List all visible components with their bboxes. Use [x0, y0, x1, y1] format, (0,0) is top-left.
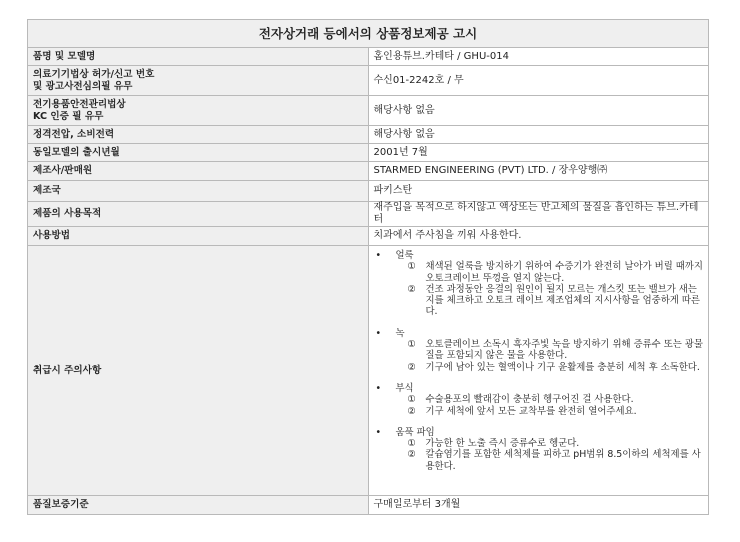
- row-label-kc: [28, 96, 369, 126]
- row-label-warranty: 품질보증기준: [28, 496, 369, 515]
- caution-item: [374, 406, 704, 417]
- table-row: [28, 48, 709, 66]
- section-title-text: 얼룩: [395, 250, 414, 261]
- row-label-purpose: 제품의 사용목적: [28, 202, 369, 227]
- row-label-line: 전기용품안전관리법상: [33, 98, 126, 110]
- table-row: [28, 66, 709, 96]
- caution-section-title: [374, 328, 704, 339]
- item-text: 채색된 얼룩을 방지하기 위하여 수증기가 완전히 날아가 버릴 때까지 오토크레이브 뚜껑을 열지 않는다.: [425, 261, 703, 284]
- row-label-caution: 취급시 주의사항: [28, 246, 369, 496]
- table-row: [28, 126, 709, 144]
- item-text: 기구에 남아 있는 혈액이나 기구 윤활제를 충분히 세척 후 소독한다.: [425, 361, 700, 373]
- row-value-usage: 치과에서 주사침을 끼워 사용한다.: [368, 227, 709, 246]
- caution-content: [368, 246, 709, 496]
- row-label-usage: 사용방법: [28, 227, 369, 246]
- row-label-country: 제조국: [28, 181, 369, 202]
- item-number: ①: [407, 438, 416, 450]
- row-label-line: 의료기기법상 허가/신고 번호: [33, 68, 155, 80]
- row-value-model: 홈인용튜브.카테타 / GHU-014: [368, 48, 709, 66]
- item-number: ②: [407, 361, 416, 373]
- caution-section: [374, 427, 704, 472]
- item-text: 가능한 한 노출 즉시 증류수로 헹군다.: [425, 438, 580, 450]
- item-number: ②: [407, 449, 416, 461]
- bullet-icon: •: [375, 327, 382, 339]
- item-number: ②: [407, 283, 416, 295]
- table-row: [28, 162, 709, 181]
- item-number: ①: [407, 394, 416, 406]
- caution-section: [374, 383, 704, 417]
- row-label-line: KC 인증 필 유무: [33, 110, 104, 122]
- product-info-table: [27, 19, 709, 515]
- bullet-icon: •: [375, 250, 382, 261]
- caution-section-title: [374, 383, 704, 394]
- table-row: [28, 246, 709, 496]
- item-number: ①: [407, 339, 416, 351]
- caution-item: [374, 261, 704, 284]
- item-text: 수술용포의 빨래감이 충분히 헹구어진 걸 사용한다.: [425, 394, 634, 406]
- item-text: 칼슘염기를 포함한 세척제를 피하고 pH범위 8.5이하의 세척제를 사용한다.: [425, 449, 701, 472]
- item-text: 기구 세척에 앞서 모든 교착부를 완전히 열어주세요.: [425, 405, 637, 417]
- row-value-purpose: 재주입을 목적으로 하지않고 액상또는 반고체의 물질을 흡인하는 튜브.카테터: [368, 202, 709, 227]
- table-title: 전자상거래 등에서의 상품정보제공 고시: [28, 20, 709, 48]
- bullet-icon: •: [375, 382, 382, 394]
- row-value-voltage: 해당사항 없음: [368, 126, 709, 144]
- row-value-kc: 해당사항 없음: [368, 96, 709, 126]
- item-number: ①: [407, 261, 416, 273]
- caution-item: [374, 362, 704, 373]
- section-title-text: 부식: [395, 382, 414, 394]
- table-row: [28, 181, 709, 202]
- caution-item: [374, 394, 704, 405]
- item-number: ②: [407, 405, 416, 417]
- item-text: 건조 과정동안 응결의 원인이 될지 모르는 개스킷 또는 밸브가 새는지를 체크하고 오토크 레이브 제조업체의 지시사항을 엄중하게 따른다.: [425, 283, 700, 318]
- row-value-release: 2001년 7월: [368, 144, 709, 162]
- caution-section-title: [374, 427, 704, 438]
- row-label-model: 품명 및 모델명: [28, 48, 369, 66]
- row-value-country: 파키스탄: [368, 181, 709, 202]
- row-value-warranty: 구매일로부터 3개월: [368, 496, 709, 515]
- row-label-line: 및 광고사전심의필 유무: [33, 80, 133, 92]
- caution-item: [374, 449, 704, 472]
- table-row: [28, 202, 709, 227]
- row-label-release: 동일모델의 출시년월: [28, 144, 369, 162]
- row-label-voltage: 정격전압, 소비전력: [28, 126, 369, 144]
- caution-item: [374, 284, 704, 318]
- caution-section: [374, 250, 704, 318]
- caution-section: [374, 328, 704, 373]
- row-label-manufacturer: 제조사/판매원: [28, 162, 369, 181]
- table-row: [28, 227, 709, 246]
- row-value-license: 수신01-2242호 / 무: [368, 66, 709, 96]
- item-text: 오토클레이브 소독시 흑자주빛 녹을 방지하기 위해 증류수 또는 광물질을 포함되지 않은 물을 사용한다.: [425, 339, 703, 362]
- bullet-icon: •: [375, 426, 382, 438]
- table-row: [28, 96, 709, 126]
- section-title-text: 움푹 파임: [395, 426, 435, 438]
- table-row: [28, 496, 709, 515]
- title-row: [28, 20, 709, 48]
- row-value-manufacturer: STARMED ENGINEERING (PVT) LTD. / 장우양행㈜: [368, 162, 709, 181]
- table-row: [28, 144, 709, 162]
- product-info-notice: [27, 19, 709, 515]
- caution-item: [374, 438, 704, 449]
- caution-section-title: [374, 250, 704, 261]
- caution-item: [374, 339, 704, 362]
- row-label-license: [28, 66, 369, 96]
- section-title-text: 녹: [395, 327, 405, 339]
